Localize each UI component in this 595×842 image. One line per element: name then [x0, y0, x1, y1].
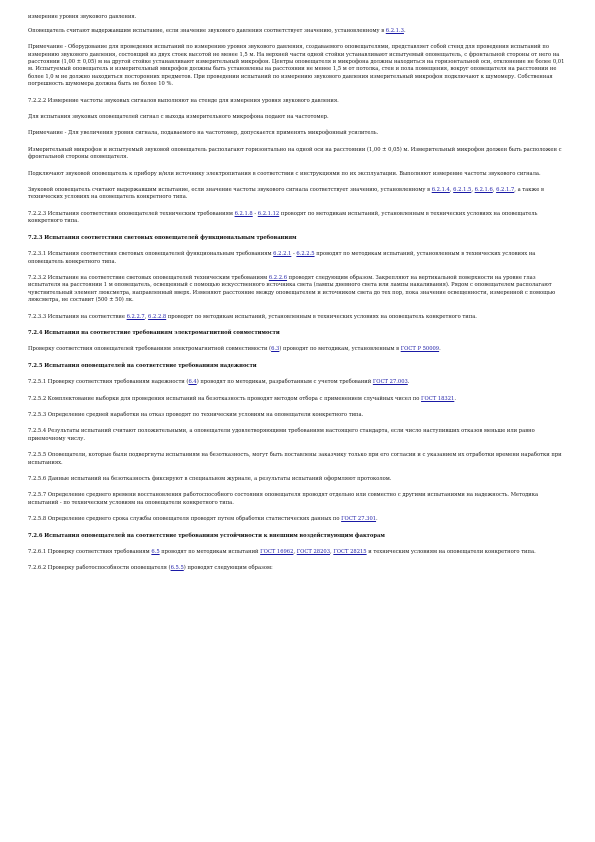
paragraph: Для испытания звуковых оповещателей сигнал с выхода измерительного микрофона подают на частотомер.: [28, 114, 329, 121]
clause-link[interactable]: 6.2.1.7: [496, 187, 515, 194]
clause-link[interactable]: 6.2.2.8: [148, 313, 167, 320]
section-heading: 7.2.6 Испытания оповещателей на соответствие требованиям устойчивости к внешним воздействующим факторам: [28, 532, 385, 539]
paragraph: 7.2.5.5 Оповещатели, которые были подвергнуты испытаниям на безотказность, могут быть поставлены заказчику только при его согласии и с указанием их отработки времени наработки при испытаниях.: [28, 452, 562, 466]
paragraph: 7.2.3.3 Испытания на соответствие 6.2.2.7, 6.2.2.8 проводят по методикам испытаний, установленным в технических условиях на оповещатель конкретного типа.: [28, 313, 477, 320]
paragraph: 7.2.5.1 Проверку соответствия требованиям надежности (6.4) проводят по методикам, разработанным с учетом требований ГОСТ 27.003.: [28, 379, 410, 386]
paragraph: Подключают звуковой оповещатель к прибору и/или источнику электропитания в соответствии с инструкциями по их эксплуатации. Выполняют измерение частоты звукового сигнала.: [28, 170, 541, 177]
document-body: [28, 14, 568, 582]
paragraph: Проверку соответствия оповещателей требованиям электромагнитной совместимости (6.3) проводят по методикам, установленным в ГОСТ Р 50009.: [28, 346, 441, 353]
paragraph: Оповещатель считают выдержавшим испытание, если значение звукового давления соответствует значению, установленному в 6.2.1.3.: [28, 27, 406, 34]
standard-link[interactable]: ГОСТ 28203: [296, 549, 331, 556]
standard-link[interactable]: ГОСТ 18321: [421, 395, 455, 402]
clause-link[interactable]: 6.2.2.5: [296, 251, 315, 258]
clause-link[interactable]: 6.2.1.8: [234, 210, 253, 217]
paragraph: 7.2.5.3 Определение средней наработки на отказ проводят по техническим условиям на оповещатели конкретного типа.: [28, 411, 364, 418]
paragraph: 7.2.6.1 Проверку соответствия требованиям 6.5 проводят по методикам испытаний ГОСТ 16962, ГОСТ 28203, ГОСТ 28215 и техническим условиям на оповещатели конкретного типа.: [28, 549, 536, 556]
clause-link[interactable]: 6.2.1.5: [453, 187, 472, 194]
clause-link[interactable]: 6.2.1.6: [474, 187, 493, 194]
clause-link[interactable]: 6.2.1.3: [385, 27, 404, 34]
clause-link[interactable]: 6.2.2.6: [268, 274, 288, 281]
clause-link[interactable]: 6.4: [188, 379, 197, 386]
clause-link[interactable]: 6.3: [271, 346, 280, 353]
paragraph: 7.2.5.6 Данные испытаний на безотказность фиксируют в специальном журнале, а результаты испытаний оформляют протоколом.: [28, 476, 392, 483]
clause-link[interactable]: 6.2.1.4: [431, 187, 450, 194]
paragraph: Звуковой оповещатель считают выдержавшим испытание, если значение частоты звукового сигнала соответствует значению, установленному в 6.2.1.4, 6.2.1.5, 6.2.1.6, 6.2.1.7, а также в технических условиях на оповещатель конкретного типа.: [28, 187, 544, 201]
paragraph: 7.2.3.1 Испытания соответствия световых оповещателей функциональным требованиям 6.2.2.1 - 6.2.2.5 проводят по методикам испытаний, установленным в технических условиях на оповещатель конкретного типа.: [28, 251, 536, 265]
paragraph: 7.2.5.2 Комплектование выборки для проведения испытаний на безотказность проводят методом отбора с применением случайных чисел по ГОСТ 18321.: [28, 395, 456, 402]
paragraph: 7.2.6.2 Проверку работоспособности оповещателя (6.5.5) проводят следующим образом:: [28, 565, 273, 572]
note-paragraph: Примечание - Для увеличения уровня сигнала, подаваемого на частотомер, допускается применять микрофонный усилитель.: [28, 130, 379, 137]
clause-link[interactable]: 6.2.2.1: [273, 251, 292, 258]
paragraph: Измерительный микрофон и испытуемый звуковой оповещатель располагают горизонтально на одной оси на расстоянии (1,00 ± 0,05) м. Измерительный микрофон должен быть расположен с фронтальной стороны оповещателя.: [28, 146, 562, 161]
paragraph: 7.2.2.3 Испытания соответствия оповещателей техническим требованиям 6.2.1.8 - 6.2.1.12 проводят по методикам испытаний, установленным в технических условиях на оповещатель конкретного типа.: [28, 210, 538, 225]
paragraph: 7.2.5.7 Определение среднего времени восстановления работоспособного состояния оповещателя проводят отдельно или совместно с другими испытаниями на надежность. Методика испытаний - по техническим условиям на оповещатели конкретного типа.: [28, 492, 539, 506]
note-paragraph: Примечание - Оборудование для проведения испытаний по измерению уровня звукового давления, создаваемого оповещателями, представляет собой стенд для проведения испытаний по измерению звукового давления, состоящий из двух стоек высотой не менее 1,5 м. На верхней части одной стойки устанавливают испытуемый оповещатель, с фронтальной стороны от него на расстоянии (1,00 ± 0,05) м на другой стойке устанавливают измерительный микрофон. Центры оповещателя и микрофона должны находиться на горизонтальной оси, отклонение не более 0,01 м. Испытуемый оповещатель и измерительный микрофон должны быть установлены на расстоянии не менее 1,5 м от потолка, стен и пола помещения, вокруг оповещателя на расстоянии не более 1,0 м не должно находиться посторонних предметов. При проведении испытаний по измерению звукового давления измерительный микрофон подключают к шумомеру. Собственная погрешность шумомера должна быть не более 10 %.: [28, 44, 565, 88]
standard-link[interactable]: ГОСТ 27.301: [341, 516, 377, 523]
paragraph: 7.2.3.2 Испытание на соответствие световых оповещателей техническим требованиям 6.2.2.6 проводят следующим образом. Закрепляют на вертикальной поверхности на уровне глаз испытателя на расстоянии 1 м оповещатель, освещенный с помощью искусственного источника света (лампы дневного света или лампы накаливания). Рядом с оповещателем располагают чувствительный элемент люксметра, направленный вверх. Изменяют расстояние между оповещателем и источником света до тех пор, пока значение освещенности, измеренной с помощью люксметра, не составит (500 ± 50) лк.: [28, 274, 556, 304]
paragraph: измерение уровня звукового давления.: [28, 14, 137, 20]
section-heading: 7.2.5 Испытания оповещателей на соответствие требованиям надежности: [28, 362, 257, 369]
standard-link[interactable]: ГОСТ 28215: [333, 549, 367, 556]
clause-link[interactable]: 6.2.1.12: [257, 210, 280, 217]
standard-link[interactable]: ГОСТ 16962: [260, 549, 294, 556]
standard-link[interactable]: ГОСТ 27.003: [372, 379, 408, 386]
section-heading: 7.2.3 Испытания соответствия световых оповещателей функциональным требованиям: [28, 234, 297, 241]
clause-link[interactable]: 6.5.5: [170, 565, 184, 572]
clause-link[interactable]: 6.5: [151, 549, 160, 556]
clause-link[interactable]: 6.2.2.7: [126, 313, 145, 320]
paragraph: 7.2.2.2 Измерение частоты звуковых сигналов выполняют на стенде для измерения уровня звукового давления.: [28, 97, 339, 104]
standard-link[interactable]: ГОСТ Р 50009: [400, 346, 440, 353]
paragraph: 7.2.5.8 Определение среднего срока службы оповещателя проводят путем обработки статистических данных по ГОСТ 27.301.: [28, 516, 378, 523]
section-heading: 7.2.4 Испытания на соответствие требованиям электромагнитной совместимости: [28, 329, 280, 336]
paragraph: 7.2.5.4 Результаты испытаний считают положительными, а оповещатели удовлетворяющими требованиям настоящего стандарта, если число наступивших отказов меньше или равно приемочному числу.: [28, 428, 535, 442]
